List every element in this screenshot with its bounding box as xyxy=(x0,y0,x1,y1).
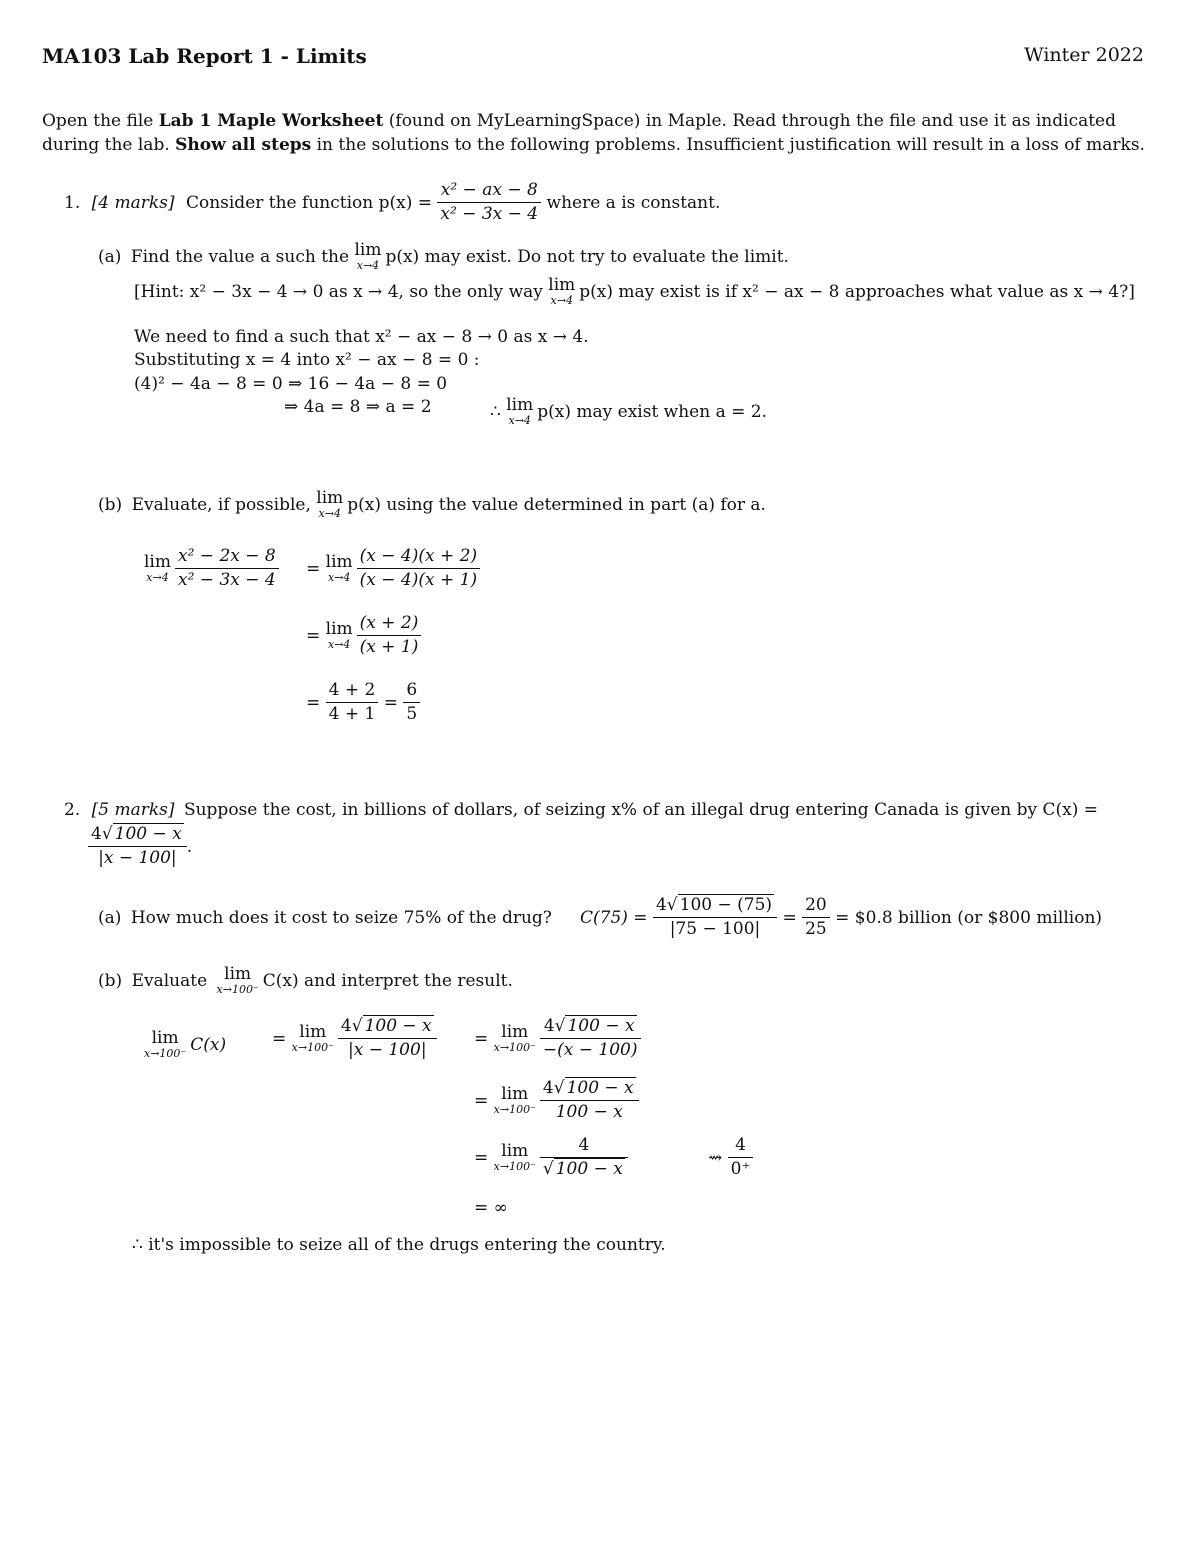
q2b-approach: ⇝ $\frac{4}{0^+}$ xyxy=(708,1135,753,1181)
intro-line-1: Open the file Lab 1 Maple Worksheet (found on MyLearningSpace) in Maple. Read through the file and use it as indicated xyxy=(42,111,1117,131)
q2b-conclusion: ∴ it's impossible to seize all of the drugs entering the country. xyxy=(132,1235,666,1255)
q2-marks: [5 marks] xyxy=(91,800,175,820)
term-label: Winter 2022 xyxy=(1024,44,1144,66)
q1-function-fraction: $\frac{\text{x² − ax − 8}}{\text{x² − 3x − 4}}$ xyxy=(437,180,541,226)
q2a-solution: C(75) = $\frac{4√ 100 - (75)}{|75 - 100|}$ = $\frac{20}{25}$ = $0.8 billion (or $800 million) xyxy=(580,895,1103,940)
q2b-step-3: = lim x→100⁻ $\frac{4√ 100 - x}{100 - x}$ xyxy=(474,1078,639,1124)
q2b-prompt: (b) Evaluate lim x→100⁻ C(x) and interpret the result. xyxy=(98,964,513,996)
q2b-infinity: = ∞ xyxy=(474,1198,508,1218)
show-steps-emphasis: Show all steps xyxy=(175,135,312,155)
q1b-step-1: = lim x→4 $\frac{(x - 4)(x + 2)}{(x - 4)(x + 1)}$ xyxy=(306,546,480,592)
q1-marks: [4 marks] xyxy=(91,192,175,213)
q1a-prompt: (a) Find the value a such the lim x→4 p(x) may exist. Do not try to evaluate the limit. xyxy=(98,240,789,272)
q1a-hint: [Hint: x² − 3x − 4 → 0 as x → 4, so the only way lim x→4 p(x) may exist is if x² − ax − 8 approaches what value as x → 4?] xyxy=(134,275,1135,307)
q1a-solution-2: Substituting x = 4 into x² − ax − 8 = 0 : xyxy=(134,350,480,370)
q2a-prompt: (a) How much does it cost to seize 75% of the drug? xyxy=(98,908,552,928)
page-title: MA103 Lab Report 1 - Limits xyxy=(42,44,367,68)
q1a-solution-3: (4)² − 4a − 8 = 0 ⇒ 16 − 4a − 8 = 0 xyxy=(134,374,448,394)
q1b-step-3: = $\frac{4 + 2}{4 + 1}$ = $\frac{6}{5}$ xyxy=(306,680,420,726)
q2b-step-4: = lim x→100⁻ $\frac{4}{√ 100 - x}$ xyxy=(474,1135,628,1181)
q1b-step-2: = lim x→4 $\frac{(x + 2)}{(x + 1)}$ xyxy=(306,613,421,659)
q1a-solution-4: ⇒ 4a = 8 ⇒ a = 2 xyxy=(284,397,432,417)
q2b-step-1: = lim x→100⁻ $\frac{4√ 100 - x}{|x - 100|}$ xyxy=(272,1016,437,1062)
q2-statement: 2. [5 marks] Suppose the cost, in billions of dollars, of seizing x% of an illegal drug entering Canada is given by C(x) = xyxy=(64,800,1099,820)
q2-cost-function: $\frac{4√ 100 - x}{|x - 100|}$ . xyxy=(88,824,192,870)
q1-statement: 1. [4 marks] Consider the function p(x) = $\frac{\text{x² − ax − 8}}{\text{x² − 3x − 4}}$ where a is constant. xyxy=(64,180,721,225)
q1a-conclusion: ∴ lim x→4 p(x) may exist when a = 2. xyxy=(490,395,767,427)
q1a-solution-1: We need to find a such that x² − ax − 8 → 0 as x → 4. xyxy=(134,327,589,347)
q2a-result: = $0.8 billion (or $800 million) xyxy=(835,907,1103,928)
q2b-lhs: lim x→100⁻ C(x) xyxy=(144,1028,227,1060)
intro-line-2: during the lab. Show all steps in the solutions to the following problems. Insufficient justification will result in a loss of marks. xyxy=(42,135,1145,155)
q2b-step-2: = lim x→100⁻ $\frac{4√ 100 - x}{-(x - 100)}$ xyxy=(474,1016,641,1062)
q1b-lhs: lim x→4 $\frac{\text{x² − 2x − 8}}{\text{x² − 3x − 4}}$ xyxy=(144,546,279,592)
q1b-result: $\frac{6}{5}$ xyxy=(403,680,420,726)
q1b-prompt: (b) Evaluate, if possible, lim x→4 p(x) using the value determined in part (a) for a. xyxy=(98,488,766,520)
worksheet-name: Lab 1 Maple Worksheet xyxy=(158,111,384,131)
